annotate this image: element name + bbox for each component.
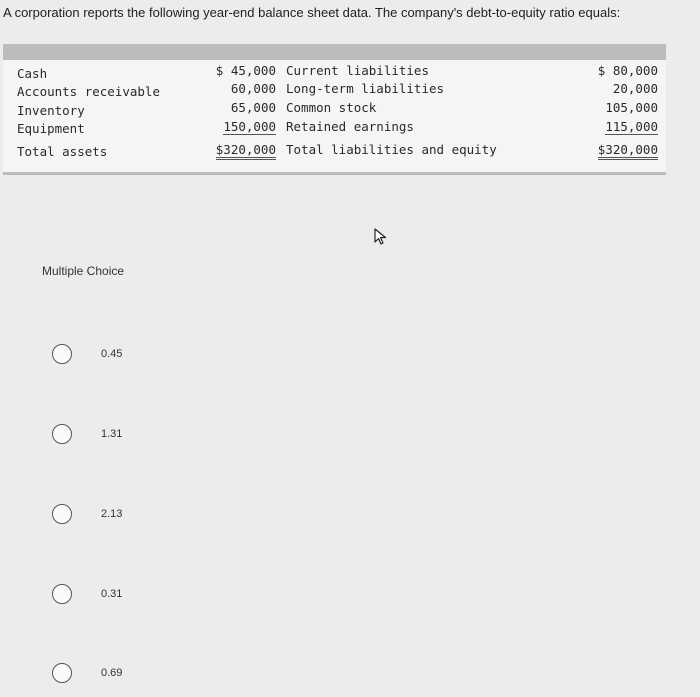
total-assets-label: Total assets	[17, 144, 108, 159]
liability-label-long-term: Long-term liabilities	[286, 81, 445, 96]
asset-label-inventory: Inventory	[17, 103, 85, 118]
multiple-choice-label: Multiple Choice	[42, 264, 125, 278]
asset-label-cash: Cash	[17, 66, 48, 81]
liability-value-current: $ 80,000	[597, 63, 658, 78]
balance-sheet-bottom-rule	[3, 172, 666, 175]
liability-label-current: Current liabilities	[286, 63, 429, 78]
answer-option-text: 2.13	[101, 508, 123, 520]
liability-value-long-term: 20,000	[612, 81, 658, 96]
answer-option-text: 0.31	[101, 588, 123, 600]
answer-option-3[interactable]	[52, 501, 122, 527]
answer-option-4[interactable]	[52, 581, 122, 607]
answer-option-text: 0.45	[101, 348, 123, 360]
radio-button-icon[interactable]	[52, 663, 72, 683]
asset-label-equipment: Equipment	[17, 121, 85, 136]
answer-option-1[interactable]	[52, 341, 122, 367]
equity-label-common-stock: Common stock	[286, 100, 377, 115]
answer-option-2[interactable]	[52, 421, 122, 447]
asset-value-accounts-receivable: 60,000	[230, 81, 276, 96]
total-liabilities-equity-value: $320,000	[598, 142, 658, 160]
answer-option-text: 1.31	[101, 428, 123, 440]
asset-value-equipment: 150,000	[223, 119, 276, 134]
equity-label-retained-earnings: Retained earnings	[286, 119, 414, 134]
equity-value-retained-earnings: 115,000	[605, 119, 658, 134]
radio-button-icon[interactable]	[52, 344, 72, 364]
balance-sheet-header-bar	[3, 44, 666, 60]
answer-option-5[interactable]	[52, 660, 122, 686]
answer-option-text: 0.69	[101, 667, 123, 679]
total-assets-value: $320,000	[216, 142, 276, 160]
mouse-cursor-icon	[373, 228, 389, 246]
equity-value-common-stock: 105,000	[605, 100, 658, 115]
radio-button-icon[interactable]	[52, 504, 72, 524]
asset-value-cash: $ 45,000	[215, 63, 276, 78]
radio-button-icon[interactable]	[52, 584, 72, 604]
asset-label-accounts-receivable: Accounts receivable	[17, 84, 160, 99]
radio-button-icon[interactable]	[52, 424, 72, 444]
total-liabilities-equity-label: Total liabilities and equity	[286, 142, 497, 157]
question-text: A corporation reports the following year-end balance sheet data. The company's debt-to-equity ratio equals:	[3, 5, 621, 20]
asset-value-inventory: 65,000	[230, 100, 276, 115]
